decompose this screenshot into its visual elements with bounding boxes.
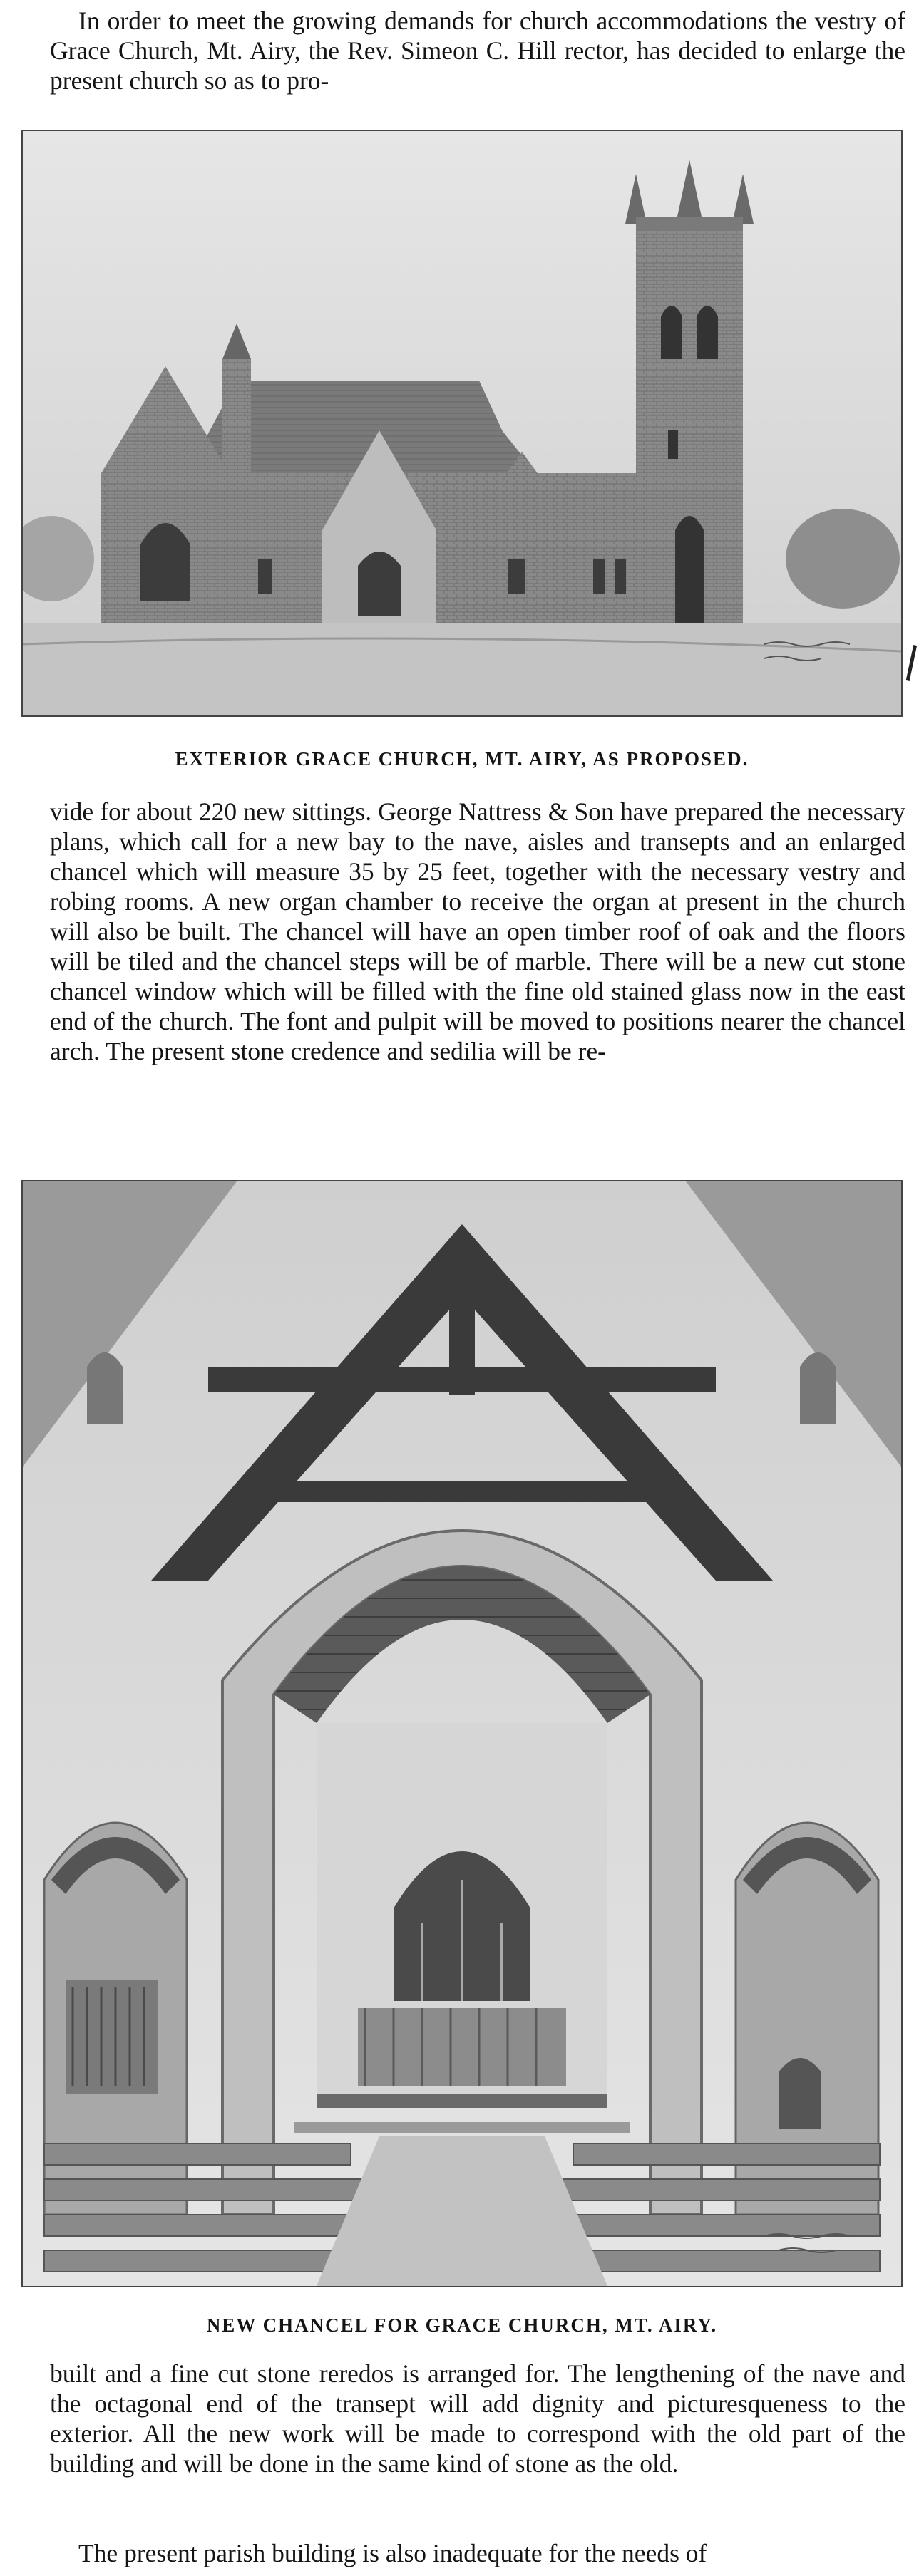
exterior-church-illustration (21, 130, 903, 717)
exterior-caption: EXTERIOR GRACE CHURCH, MT. AIRY, AS PROPOSED. (175, 748, 749, 770)
parish-building-paragraph: The present parish building is also inadequate for the needs of (78, 2539, 707, 2567)
margin-mark (906, 645, 917, 681)
intro-paragraph: In order to meet the growing demands for church accommodations the vestry of Grace Church, Mt. Airy, the Rev. Simeon C. Hill rector, has decided to enlarge the present church so as to pro- (50, 6, 905, 95)
chancel-interior-illustration (21, 1180, 903, 2287)
closing-paragraph: built and a fine cut stone reredos is arranged for. The lengthening of the nave and the octagonal end of the transept will add dignity and picturesqueness to the exterior. All the new work will be made to correspond with the old part of the building and will be done in the same kind of stone as the old. (50, 2359, 905, 2478)
chancel-caption: NEW CHANCEL FOR GRACE CHURCH, MT. AIRY. (206, 2314, 718, 2336)
body-paragraph-continued: vide for about 220 new sittings. George Nattress & Son have prepared the necessary plans, which call for a new bay to the nave, aisles and transepts and an enlarged chancel which will measure 35 by 25 feet, together with the necessary vestry and robing rooms. A new organ chamber to receive the organ at present in the church will also be built. The chancel will have an open timber roof of oak and the floors will be tiled and the chancel steps will be of marble. There will be a new cut stone chancel window which will be filled with the fine old stained glass now in the east end of the church. The font and pulpit will be moved to positions nearer the chancel arch. The present stone credence and sedilia will be re- (50, 797, 905, 1065)
